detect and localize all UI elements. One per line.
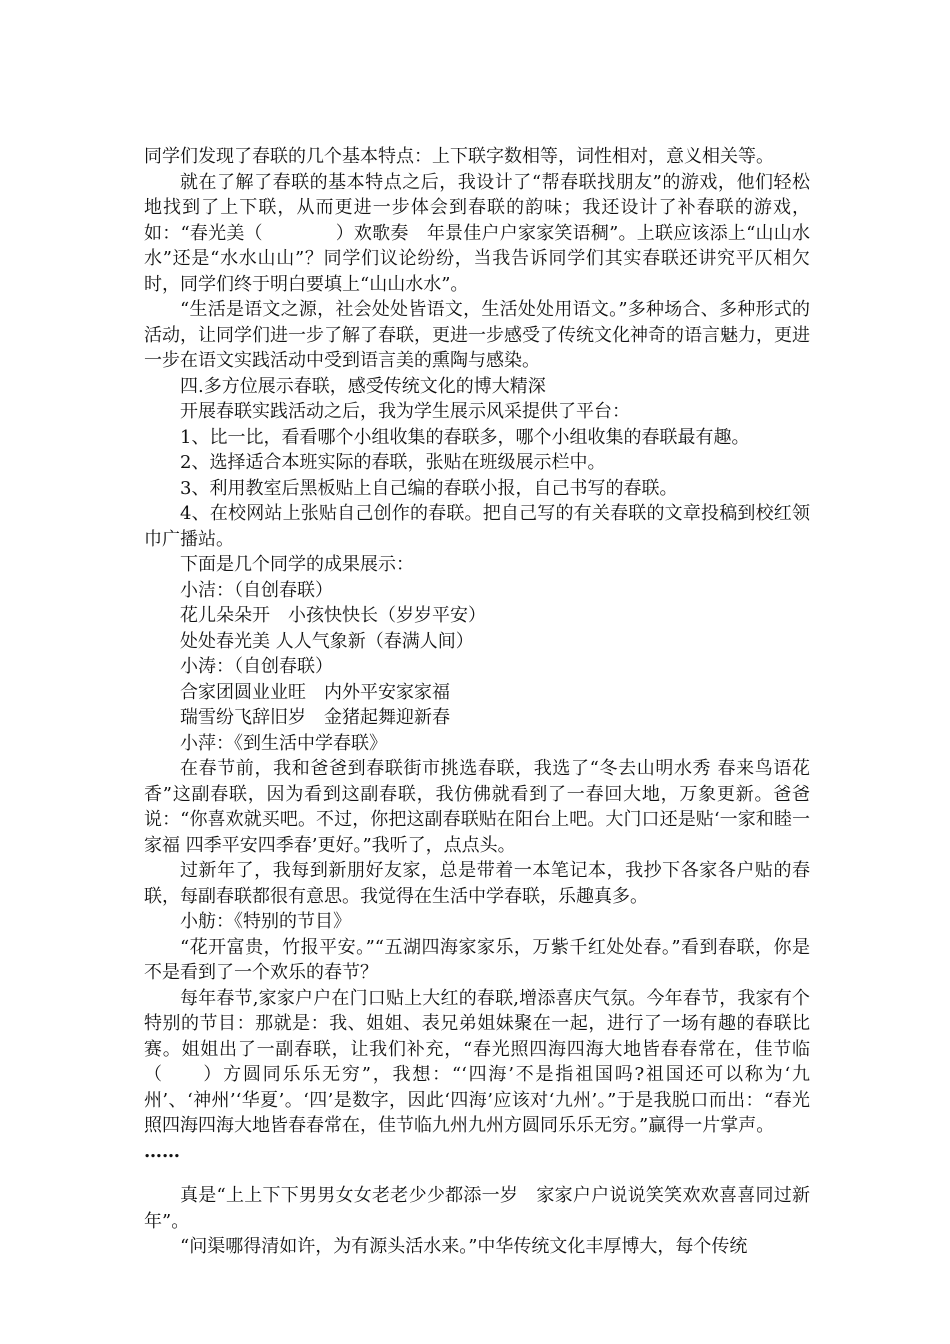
ellipsis: ……: [144, 1140, 180, 1162]
paragraph: 就在了解了春联的基本特点之后，我设计了“帮春联找朋友”的游戏，他们轻松地找到了上下联，从而更进一步体会到春联的韵味；我还设计了补春联的游戏，如：“春光美（ ）欢歌奏 年景佳户户家家笑语稠”。上联应该添上“山山水水”还是“水水山山”？同学们议论纷纷，当我告诉同学们其实春联还讲究平仄相欠时，同学们终于明白要填上“山山水水”。: [144, 171, 810, 295]
list-item: 1、比一比，看看哪个小组收集的春联多，哪个小组收集的春联最有趣。: [180, 426, 750, 448]
list-item: 4、在校网站上张贴自己创作的春联。把自己写的有关春联的文章投稿到校红领巾广播站。: [144, 503, 810, 550]
couplet-line: 花儿朵朵开 小孩快快长（岁岁平安）: [180, 605, 486, 626]
couplet-line: 瑞雪纷飞辞旧岁 金猪起舞迎新春: [180, 707, 450, 728]
spacer: [144, 1164, 810, 1183]
paragraph: 开展春联实践活动之后，我为学生展示风采提供了平台：: [180, 401, 630, 422]
document-body: [144, 144, 810, 1260]
paragraph: 同学们发现了春联的几个基本特点：上下联字数相等，词性相对，意义相关等。: [144, 146, 774, 167]
paragraph: “问渠哪得清如许，为有源头活水来。”中华传统文化丰厚博大，每个传统: [180, 1236, 748, 1257]
couplet-line: 合家团圆业业旺 内外平安家家福: [180, 681, 450, 703]
paragraph: 真是“上上下下男男女女老老少少都添一岁 家家户户说说笑笑欢欢喜喜同过新年”。: [144, 1185, 810, 1232]
list-item: 3、利用教室后黑板贴上自己编的春联小报，自己书写的春联。: [180, 477, 678, 499]
student-name: 小舫：《特别的节目》: [180, 911, 351, 932]
paragraph: 过新年了，我每到新朋好友家，总是带着一本笔记本，我抄下各家各户贴的春联，每副春联都很有意思。我觉得在生活中学春联，乐趣真多。: [144, 860, 810, 907]
couplet-line: 处处春光美 人人气象新（春满人间）: [180, 630, 474, 652]
paragraph: “生活是语文之源，社会处处皆语文，生活处处用语文。”多种场合、多种形式的活动，让同学们进一步了解了春联，更进一步感受了传统文化神奇的语言魅力，更进一步在语文实践活动中受到语言美的熏陶与感染。: [144, 299, 810, 371]
student-name: 小洁：（自创春联）: [180, 579, 333, 601]
student-name: 小萍：《到生活中学春联》: [180, 732, 387, 754]
student-name: 小涛：（自创春联）: [180, 656, 333, 677]
list-item: 2、选择适合本班实际的春联，张贴在班级展示栏中。: [180, 452, 606, 473]
paragraph: 在春节前，我和爸爸到春联街市挑选春联，我选了“冬去山明水秀 春来鸟语花香”这副春联，因为看到这副春联，我仿佛就看到了一春回大地，万象更新。爸爸说：“你喜欢就买吧。不过，你把这副春联贴在阳台上吧。大门口还是贴‘一家和睦一家福 四季平安四季春’更好。”我听了，点点头。: [144, 758, 810, 856]
section-heading: 四.多方位展示春联，感受传统文化的博大精深: [180, 375, 546, 397]
paragraph: 每年春节,家家户户在门口贴上大红的春联,增添喜庆气氛。今年春节，我家有个特别的节目：那就是：我、姐姐、表兄弟姐妹聚在一起，进行了一场有趣的春联比赛。姐姐出了一副春联，让我们补充，“春光照四海四海大地皆春春常在，佳节临（ ）方圆同乐乐无穷”，我想：“‘四海’不是指祖国吗?祖国还可以称为‘九州’、‘神州’‘华夏’。‘四’是数字，因此‘四海’应该对‘九州’。”于是我脱口而出：“春光照四海四海大地皆春春常在，佳节临九州九州方圆同乐乐无穷。”赢得一片掌声。: [144, 987, 810, 1136]
paragraph: “花开富贵，竹报平安。”“五湖四海家家乐，万紫千红处处春。”看到春联，你是不是看到了一个欢乐的春节？: [144, 936, 810, 983]
paragraph: 下面是几个同学的成果展示：: [180, 554, 414, 575]
